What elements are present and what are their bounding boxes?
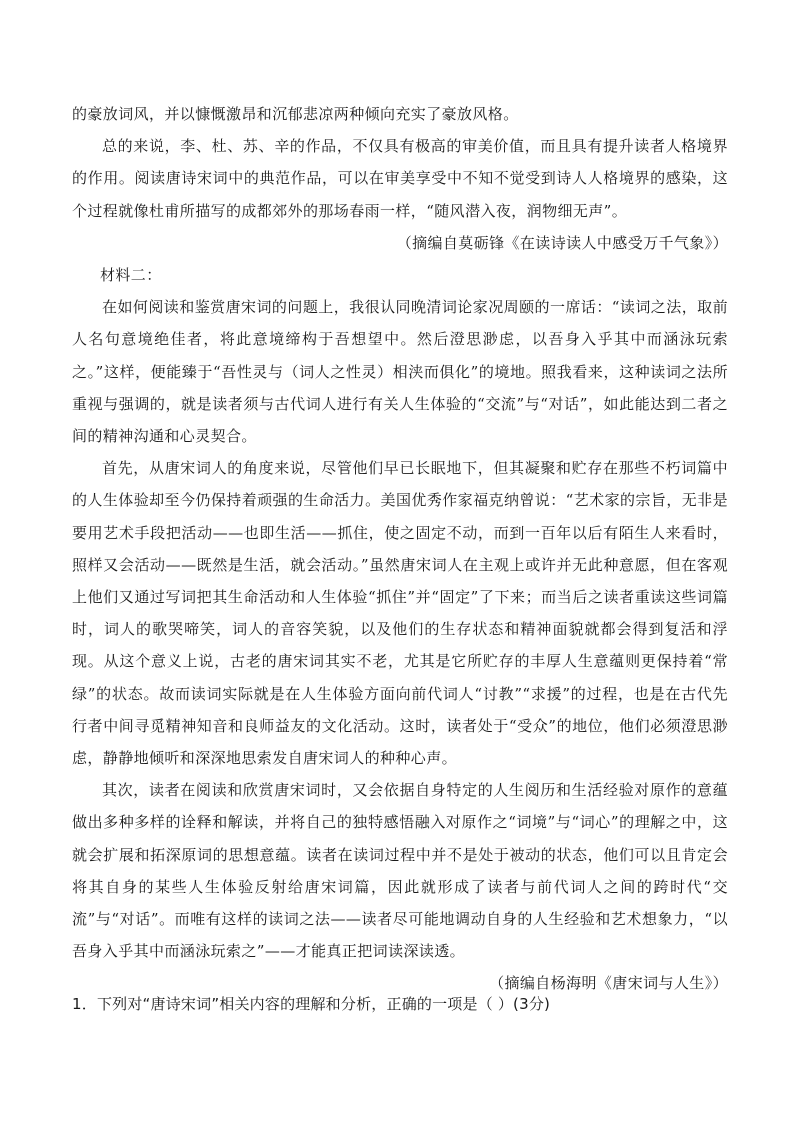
question-1: 1．下列对“唐诗宋词”相关内容的理解和分析，正确的一项是（ ）(3分) [72,995,551,1013]
paragraph-continuation: 的豪放词风，并以慷慨激昂和沉郁悲凉两种倾向充实了豪放风格。 [72,105,519,123]
paragraph-second: 其次，读者在阅读和欣赏唐宋词时，又会依据自身特定的人生阅历和生活经验对原作的意蕴做出多种多样的诠释和解读，并将自己的独特感悟融入对原作之“词境”与“词心”的理解之中，这就会扩展和拓深原词的思想意蕴。读者在读词过程中并不是处于被动的状态，他们可以且肯定会将其自身的某些人生体验反射给唐宋词篇，因此就形成了读者与前代词人之间的跨时代“交流”与“对话”。而唯有这样的读词之法——读者尽可能地调动自身的人生经验和艺术想象力，“以吾身入乎其中而涵泳玩索之”——才能真正把词读深读透。 [72,781,728,961]
source-citation-1: （摘编自莫砺锋《在读诗读人中感受万千气象》） [396,233,728,252]
paragraph-intro: 在如何阅读和鉴赏唐宋词的问题上，我很认同晚清词论家况周颐的一席话：“读词之法，取前人名句意境绝佳者，将此意境缔构于吾想望中。然后澄思渺虑，以吾身入乎其中而涵泳玩索之。”这样，便能臻于“吾性灵与（词人之性灵）相浃而俱化”的境地。照我看来，这种读词之法所重视与强调的，就是读者须与古代词人进行有关人生体验的“交流”与“对话”，如此能达到二者之间的精神沟通和心灵契合。 [72,298,728,446]
reading-material [72,98,728,1000]
material-heading: 材料二： [100,266,162,285]
source-citation-2: （摘编自杨海明《唐宋词与人生》） [489,974,728,993]
paragraph-summary: 总的来说，李、杜、苏、辛的作品，不仅具有极高的审美价值，而且具有提升读者人格境界的作用。阅读唐诗宋词中的典范作品，可以在审美享受中不知不觉受到诗人人格境界的感染，这个过程就像杜甫所描写的成都郊外的那场春雨一样，“随风潜入夜，润物细无声”。 [72,137,728,220]
paragraph-first: 首先，从唐宋词人的角度来说，尽管他们早已长眠地下，但其凝聚和贮存在那些不朽词篇中的人生体验却至今仍保持着顽强的生命活力。美国优秀作家福克纳曾说：“艺术家的宗旨，无非是要用艺术手段把活动——也即生活——抓住，使之固定不动，而到一百年以后有陌生人来看时，照样又会活动——既然是生活，就会活动。”虽然唐宋词人在主观上或许并无此种意愿，但在客观上他们又通过写词把其生命活动和人生体验“抓住”并“固定”了下来；而当后之读者重读这些词篇时，词人的歌哭啼笑，词人的音容笑貌，以及他们的生存状态和精神面貌就都会得到复活和浮现。从这个意义上说，古老的唐宋词其实不老，尤其是它所贮存的丰厚人生意蕴则更保持着“常绿”的状态。故而读词实际就是在人生体验方面向前代词人“讨教”“求援”的过程，也是在古代先行者中间寻觅精神知音和良师益友的文化活动。这时，读者处于“受众”的地位，他们必须澄思渺虑，静静地倾听和深深地思索发自唐宋词人的种种心声。 [72,459,728,768]
